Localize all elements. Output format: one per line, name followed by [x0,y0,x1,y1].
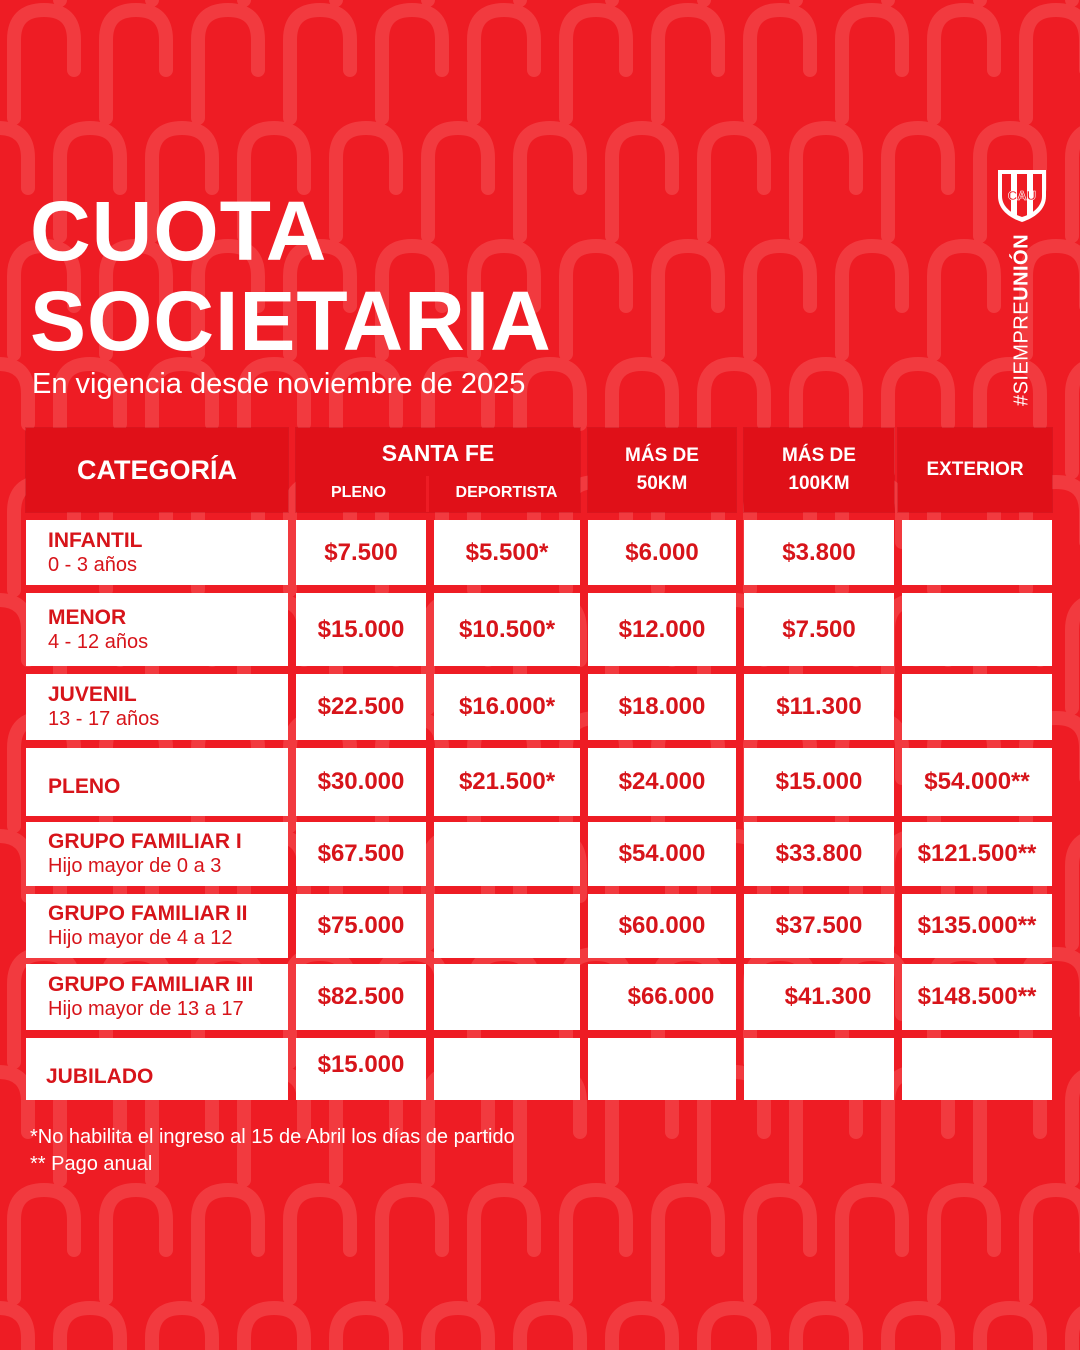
price-exterior [902,1038,1052,1100]
pattern-hook [0,836,28,944]
pattern-hook [796,128,856,236]
row-category-grupo-familiar-2 [26,894,288,958]
pattern-hook [658,1190,718,1298]
pattern-hook [290,10,350,118]
category-detail: 0 - 3 años [48,553,137,576]
pattern-hook [290,1190,350,1298]
category-detail: 13 - 17 años [48,708,160,730]
price-pleno: $30.000 [296,748,426,816]
price-exterior: $121.500** [902,822,1052,886]
price-mas-50km: $66.000 [588,964,736,1030]
header-mas-100km-line-2: 100KM [788,473,850,494]
price-pleno: $67.500 [296,822,426,886]
pattern-hook [336,128,396,236]
price-pleno: $15.000 [296,593,426,666]
pattern-hook [566,246,626,354]
header-mas-50km-line-1: MÁS DE [625,445,699,466]
pattern-hook [704,1308,764,1350]
row-category-infantil [26,520,288,585]
pattern-hook [1072,836,1080,944]
pattern-hook [842,10,902,118]
pattern-hook [1026,246,1080,354]
pattern-hook [152,1308,212,1350]
pattern-hook [60,1308,120,1350]
price-pleno: $82.500 [296,964,426,1030]
header-mas-100km [744,428,894,512]
price-deportista [434,822,580,886]
pattern-hook [934,246,994,354]
pattern-hook [14,1190,74,1298]
row-category-menor [26,593,288,666]
price-exterior: $148.500** [902,964,1052,1030]
price-mas-100km: $41.300 [744,964,894,1030]
price-mas-100km: $3.800 [744,520,894,585]
pattern-hook [888,1308,948,1350]
price-pleno: $15.000 [296,1038,426,1100]
pattern-hook [428,128,488,236]
pattern-hook [612,128,672,236]
pattern-hook [842,1190,902,1298]
price-mas-50km: $18.000 [588,674,736,740]
pattern-hook [382,1190,442,1298]
price-mas-50km [588,1038,736,1100]
pattern-hook [106,1190,166,1298]
pattern-hook [566,1190,626,1298]
row-category-grupo-familiar-1 [26,822,288,886]
pattern-hook [1026,1190,1080,1298]
pattern-hook [704,128,764,236]
pattern-hook [0,1072,28,1180]
price-mas-50km: $6.000 [588,520,736,585]
category-name: GRUPO FAMILIAR II [48,902,248,925]
price-mas-100km: $15.000 [744,748,894,816]
category-name: MENOR [48,605,127,629]
pattern-hook [1072,128,1080,236]
header-deportista: DEPORTISTA [455,484,558,501]
row-category-pleno [26,748,288,816]
price-exterior [902,674,1052,740]
price-pleno: $7.500 [296,520,426,585]
header-santa-fe [296,428,580,512]
club-shield-icon [994,166,1050,224]
price-deportista: $16.000* [434,674,580,740]
category-name: PLENO [48,775,121,798]
pattern-hook [244,1308,304,1350]
pattern-hook [1072,600,1080,708]
price-deportista [434,964,580,1030]
price-mas-100km [744,1038,894,1100]
hashtag [1010,233,1033,407]
price-mas-100km: $7.500 [744,593,894,666]
shield-monogram: CAU [1007,188,1037,203]
page-title-line-2: SOCIETARIA [30,274,552,368]
header-mas-50km [588,428,736,512]
page-subtitle: En vigencia desde noviembre de 2025 [32,368,526,400]
pattern-hook [934,1190,994,1298]
price-mas-100km: $37.500 [744,894,894,958]
pattern-hook [658,10,718,118]
pattern-hook [14,10,74,118]
pattern-hook [750,246,810,354]
category-name: INFANTIL [48,528,143,552]
price-deportista [434,1038,580,1100]
pattern-hook [106,10,166,118]
pattern-hook [474,10,534,118]
pattern-hook [0,128,28,236]
price-mas-100km: $33.800 [744,822,894,886]
pattern-hook [0,364,28,472]
header-categoria: CATEGORÍA [26,428,288,512]
hashtag-part-2: UNIÓN [1010,233,1033,301]
price-mas-50km: $24.000 [588,748,736,816]
pattern-hook [796,1308,856,1350]
row-category-jubilado [26,1038,288,1100]
pattern-hook [1072,364,1080,472]
pattern-hook [198,10,258,118]
category-name: GRUPO FAMILIAR I [48,830,242,853]
pattern-hook [0,1308,28,1350]
price-mas-50km: $12.000 [588,593,736,666]
pattern-hook [1072,1308,1080,1350]
pattern-hook [750,10,810,118]
price-mas-50km: $60.000 [588,894,736,958]
row-category-grupo-familiar-3 [26,964,288,1030]
category-detail: Hijo mayor de 13 a 17 [48,998,244,1020]
category-detail: Hijo mayor de 4 a 12 [48,927,233,949]
price-exterior: $54.000** [902,748,1052,816]
hashtag-part-1: #SIEMPRE [1010,300,1033,407]
pattern-hook [842,246,902,354]
row-category-juvenil [26,674,288,740]
price-exterior: $135.000** [902,894,1052,958]
pattern-hook [888,128,948,236]
category-detail: Hijo mayor de 0 a 3 [48,855,222,877]
category-name: JUVENIL [48,683,137,706]
pattern-hook [934,10,994,118]
price-mas-50km: $54.000 [588,822,736,886]
page-title-line-1: CUOTA [30,184,328,278]
price-deportista: $10.500* [434,593,580,666]
footnote-1: *No habilita el ingreso al 15 de Abril los días de partido [30,1126,515,1148]
footnote-2: ** Pago anual [30,1153,153,1175]
price-pleno: $75.000 [296,894,426,958]
category-name: GRUPO FAMILIAR III [48,973,254,996]
price-deportista [434,894,580,958]
price-exterior [902,593,1052,666]
pattern-hook [520,128,580,236]
header-santa-fe-title: SANTA FE [381,440,495,466]
pattern-hook [750,1190,810,1298]
pattern-hook [382,10,442,118]
price-deportista: $21.500* [434,748,580,816]
price-exterior [902,520,1052,585]
header-mas-50km-line-2: 50KM [636,473,688,494]
pattern-hook [428,1308,488,1350]
price-mas-100km: $11.300 [744,674,894,740]
pattern-hook [980,1308,1040,1350]
pattern-hook [1072,1072,1080,1180]
pattern-hook [612,1308,672,1350]
category-name: JUBILADO [46,1065,154,1088]
pattern-hook [520,1308,580,1350]
pattern-hook [474,1190,534,1298]
price-deportista: $5.500* [434,520,580,585]
header-exterior: EXTERIOR [898,428,1052,512]
pattern-hook [566,10,626,118]
pattern-hook [336,1308,396,1350]
pattern-hook [0,600,28,708]
header-mas-100km-line-1: MÁS DE [782,445,856,466]
pattern-hook [658,246,718,354]
header-divider [426,476,429,512]
category-detail: 4 - 12 años [48,630,149,653]
pattern-hook [1026,10,1080,118]
price-pleno: $22.500 [296,674,426,740]
pattern-hook [198,1190,258,1298]
header-pleno: PLENO [330,484,387,501]
